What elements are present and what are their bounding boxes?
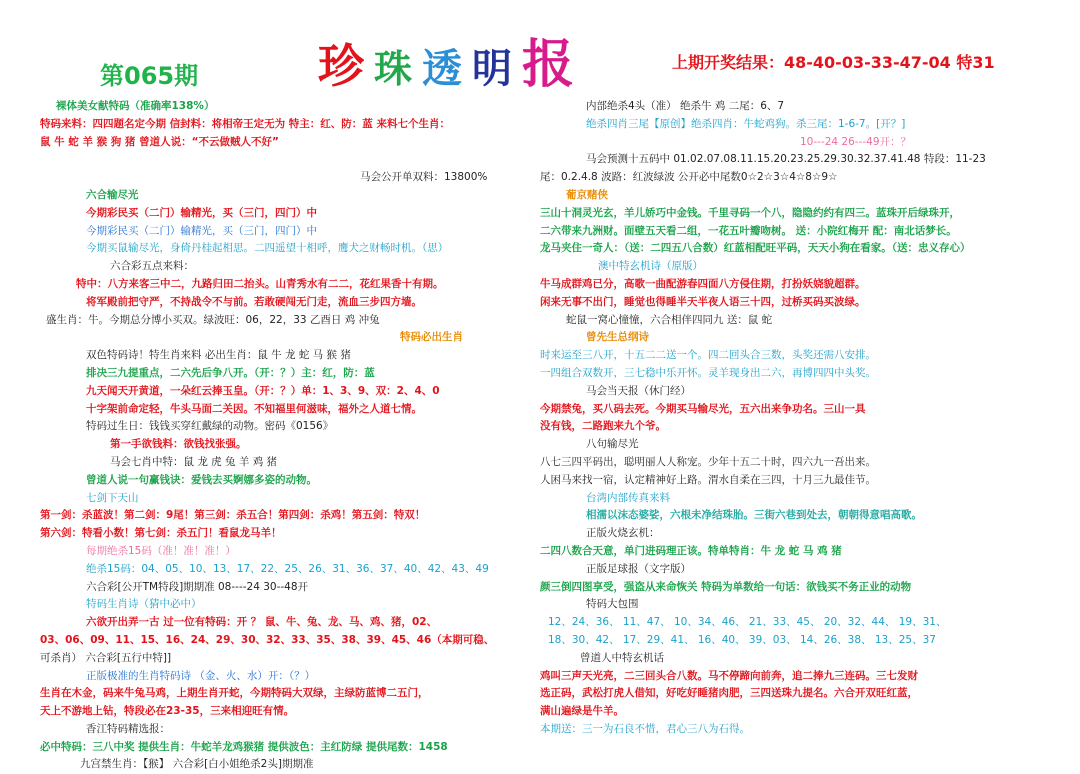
text-line: 绝杀四肖三尾【原创】绝杀四肖：牛蛇鸡狗。杀三尾：1-6-7。[开？] bbox=[586, 117, 906, 130]
text-line: 特中：八方来客三中二，九路归田二抬头。山青秀水有二二，花红果香十有期。 bbox=[76, 277, 444, 290]
text-line: 本期送：三一为石良不惜，君心三八为石得。 bbox=[540, 722, 750, 735]
title-char: 透 bbox=[422, 45, 463, 92]
text-line: 九天闻天开黄道，一朵红云捧玉皇。（开：？）单：1、3、9、双：2、4、0 bbox=[86, 384, 440, 397]
text-line: 第一手欲钱料：欲钱找张强。 bbox=[110, 438, 247, 451]
text-line: 裸体美女献特码（准确率138%） bbox=[56, 100, 215, 112]
title-char: 珍 bbox=[318, 39, 364, 93]
text-line: 八句输尽光 bbox=[586, 438, 639, 451]
text-line: 天上不游地上钻，特段必在23-35，三来相迎旺有情。 bbox=[40, 705, 295, 718]
text-line: 曾道人中特玄机话 bbox=[580, 651, 664, 664]
text-line: 第一剑：杀蓝波！第二剑：9尾！第三剑：杀五合！第四剑：杀鸡！第五剑：特双！ bbox=[40, 509, 426, 522]
text-line: 将军殿前把守严，不持战令不与前。若敢硬闯无门走，流血三步四方墙。 bbox=[86, 295, 422, 308]
issue-number: 第065期 bbox=[100, 62, 199, 90]
text-line: 今期买鼠输尽光，身倚丹桂起相思。二四遥望十相呼，鹰犬之财畅时机。（思） bbox=[86, 242, 449, 255]
newspaper-title bbox=[318, 22, 584, 95]
text-line: 尾：0.2.4.8 波路：红波绿波 公开必中尾数0☆2☆3☆4☆8☆9☆ bbox=[540, 171, 838, 184]
text-line: 双色特码诗！特生肖来料 必出生肖：鼠 牛 龙 蛇 马 猴 猪 bbox=[86, 349, 351, 362]
text-line: 马会公开单双料：13800% bbox=[360, 171, 488, 184]
text-line: 今期彩民买（二门）输精光，买（三门，四门）中 bbox=[86, 206, 317, 219]
text-line: 特码生肖诗（猜中必中） bbox=[86, 598, 202, 611]
title-char: 报 bbox=[522, 34, 575, 95]
text-line: 生肖在木金，码来牛兔马鸡，上期生肖开蛇，今期特码大双绿，主绿防蓝博二五门， bbox=[40, 687, 429, 700]
text-line: 人困马来找一宿，认定精神好上路。渭水自柔在三四，十月三九最佳节。 bbox=[540, 473, 876, 486]
text-line: 盛生肖：牛。今期总分博小买双。绿波旺：06，22，33 乙酉日 鸡 冲兔 bbox=[46, 313, 380, 326]
text-line: 六合彩五点来料： bbox=[110, 260, 194, 273]
text-line: 特码来料：四四题名定今期 信封料：将相帝王定无为 特主：红、防：蓝 来料七个生肖： bbox=[40, 117, 450, 130]
text-line: 特码过生日：钱钱买穿红戴绿的动物。密码《0156》 bbox=[86, 420, 334, 433]
text-line: 牛马成群鸡已分，高歌一曲配游春四面八方侵住期，打扮妖娆貌超群。 bbox=[540, 277, 866, 290]
text-line: 曾道人说一句赢钱诀：爱钱去买婀娜多姿的动物。 bbox=[86, 473, 317, 486]
text-line: 特码大包围 bbox=[586, 598, 639, 611]
text-line: 马会七肖中特：鼠 龙 虎 兔 羊 鸡 猪 bbox=[110, 455, 278, 468]
text-line: 马会预测十五码中 01.02.07.08.11.15.20.23.25.29.30.32.37.41.48 特段：11-23 bbox=[586, 153, 986, 166]
last-draw-result: 上期开奖结果：48-40-03-33-47-04 特31 bbox=[672, 53, 995, 72]
text-line: 曾先生总纲诗 bbox=[586, 331, 649, 344]
text-line: 可杀肖） 六合彩[五行中特]] bbox=[40, 651, 172, 664]
text-line: 三山十洞灵光玄，羊儿娇巧中金钱。千里寻码一个八，隐隐约约有四三。蓝珠开后绿珠开， bbox=[540, 206, 960, 219]
text-line: 七剑下天山 bbox=[86, 491, 139, 504]
text-line: 正版足球报（文字版） bbox=[586, 562, 691, 575]
title-char: 明 bbox=[472, 45, 513, 92]
text-line: 今期彩民买（二门）输精光，买（三门，四门）中 bbox=[86, 224, 317, 237]
text-line: 葡京赌侠 bbox=[566, 188, 608, 201]
text-line: 第六剑：特看小数！第七剑：杀五门！看鼠龙马羊！ bbox=[40, 527, 282, 540]
text-line: 鸡叫三声天光亮，二三回头合八数。马不停蹄向前奔，追二捧九三连码。三七发财 bbox=[540, 669, 918, 682]
text-line: 闲来无事不出门，睡觉也得睡半天半夜人语三十四，过桥买码买波绿。 bbox=[540, 295, 866, 308]
text-line: 没有钱，二路跑来九个爷。 bbox=[540, 420, 666, 433]
title-char: 珠 bbox=[374, 46, 413, 91]
text-line: 每期绝杀15码（准！准！准！） bbox=[86, 544, 236, 557]
text-line: 鼠 牛 蛇 羊 猴 狗 猪 曾道人说：“不云做贼人不好” bbox=[40, 135, 279, 148]
text-line: 内部绝杀4头（准） 绝杀牛 鸡 二尾：6、7 bbox=[586, 100, 785, 112]
right-column bbox=[0, 98, 1080, 739]
text-line: 二四八数合天意，单门进码理正该。特单特肖：牛 龙 蛇 马 鸡 猪 bbox=[540, 544, 842, 557]
text-line: 六欲开出弄一古 过一位有特码：开 ？ 鼠、牛、兔、龙、马、鸡、猪，02、 bbox=[86, 616, 438, 629]
text-line: 正版极准的生肖特码诗 （金、火、水）开：（？） bbox=[86, 669, 316, 682]
text-line: 一四组合双数开，三七稳中乐开怀。灵羊现身出二六，再博四四中头奖。 bbox=[540, 366, 876, 379]
text-line: 九宫禁生肖：【猴】 六合彩[白小姐绝杀2头]期期准 bbox=[80, 758, 314, 771]
text-line: 颜三倒四图享受，强盗从来命恢关 特码为单数给一句话：欲钱买不务正业的动物 bbox=[540, 580, 912, 593]
text-line: 选正码，武松打虎人借知，好吃好睡猪肉肥，三四送珠九提名。六合开双旺红蓝， bbox=[540, 687, 918, 700]
text-line: 八七三四平码出，聪明丽人人称宠。少年十五二十时，四六九一吾出来。 bbox=[540, 455, 876, 468]
text-line: 正版火烧玄机： bbox=[586, 527, 660, 540]
text-line: 10---24 26---49开：？ bbox=[800, 135, 912, 148]
text-line: 必中特码：三八中奖 提供生肖：牛蛇羊龙鸡猴猪 提供波色：主红防绿 提供尾数：1458 bbox=[40, 740, 448, 753]
text-line: 绝杀15码：04、05、10、13、17、22、25、26、31、36、37、40、42、43、49 bbox=[86, 562, 489, 575]
text-line: 相濡以沫态婆娑，六根未净结珠胎。三街六巷到处去，朝朝得意唱高歌。 bbox=[586, 509, 922, 522]
text-line: 18、30、42、 17、29、41、 16、40、 39、03、 14、26、38、 13、25、37 bbox=[548, 633, 936, 646]
text-line: 排决三九提重点，二六先后争八开。（开：？）主：红，防：蓝 bbox=[86, 366, 375, 379]
text-line: 满山遍绿是牛羊。 bbox=[540, 705, 624, 718]
text-line: 时来运至三八开，十五二二送一个。四二回头合三数，头奖还需八安排。 bbox=[540, 349, 876, 362]
text-line: 六合输尽光 bbox=[86, 188, 139, 201]
text-line: 龙马夹住一奇人：（送：二四五八合数）红蓝相配旺平码，天天小狗在看家。（送：忠义存心） bbox=[540, 242, 971, 255]
text-line: 12、24、36、 11、47、 10、34、46、 21、33、45、 20、32、44、 19、31、 bbox=[548, 616, 947, 629]
text-line: 特码必出生肖 bbox=[400, 331, 463, 344]
text-line: 台湾内部传真来料 bbox=[586, 491, 670, 504]
text-line: 蛇鼠一窝心憧憧，六合相伴四同九 送：鼠 蛇 bbox=[566, 313, 773, 326]
text-line: 澳中特玄机诗（原版） bbox=[598, 260, 703, 273]
text-line: 今期禁兔，买八码去死。今期买马输尽光，五六出来争功名。三山一具 bbox=[540, 402, 866, 415]
text-line: 香江特码精选报： bbox=[86, 722, 170, 735]
text-line: 马会当天报（休门经） bbox=[586, 384, 691, 397]
text-line: 二六带来九洲财。面壁五天看二组，一花五叶瓣吻树。 送：小院红梅开 配：南北话梦长。 bbox=[540, 224, 957, 237]
text-line: 03、06、09、11、15、16、24、29、30、32、33、35、38、39、45、46（本期可稳、 bbox=[40, 633, 495, 646]
text-line: 十字架前命定轻，牛头马面二关因。不知福里何滋味，福外之人道七情。 bbox=[86, 402, 422, 415]
text-line: 六合彩[公开TM特段]期期准 08----24 30--48开 bbox=[86, 580, 309, 593]
